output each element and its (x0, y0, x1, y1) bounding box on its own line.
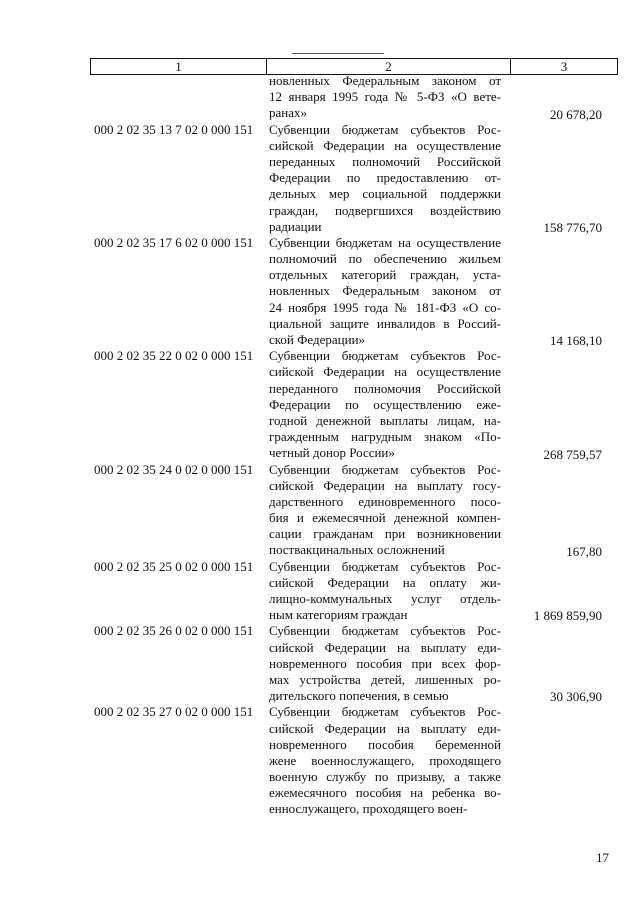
row-description (269, 704, 501, 817)
description-line: бия и ежемесячной денежной компен- (269, 510, 501, 526)
row-code: 000 2 02 35 25 0 02 0 000 151 (94, 558, 254, 574)
row-code: 000 2 02 35 26 0 02 0 000 151 (94, 623, 254, 639)
row-code: 000 2 02 35 24 0 02 0 000 151 (94, 461, 254, 477)
description-line: переданных полномочий Российской (269, 153, 501, 169)
description-line: Федерации по предоставлению от- (269, 170, 501, 186)
description-line: ской Федерации» (269, 332, 366, 347)
description-line: дельных мер социальной поддержки (269, 186, 501, 202)
table-row (0, 623, 640, 704)
description-line: еннослужащего, проходящего воен- (269, 801, 468, 817)
header-col-3: 3 (560, 59, 568, 74)
table-row (0, 462, 640, 559)
description-line: новленных Федеральным законом от (269, 73, 501, 88)
description-line: годной денежной выплаты лицам, на- (269, 412, 501, 428)
row-amount: 167,80 (566, 543, 602, 559)
description-line: 12 января 1995 года № 5-ФЗ «О вете- (269, 89, 501, 105)
row-code: 000 2 02 35 17 6 02 0 000 151 (94, 234, 254, 250)
description-line: ным категориям граждан (269, 607, 408, 623)
table-row (0, 235, 640, 348)
description-line: Субвенции бюджетам субъектов Рос- (269, 704, 501, 720)
description-line: Субвенции бюджетам субъектов Рос- (269, 558, 501, 574)
description-line: военную службу по призыву, а также (269, 769, 501, 785)
row-description (269, 559, 501, 624)
description-line: мах устройства детей, лишенных ро- (269, 671, 501, 687)
row-description (269, 122, 501, 235)
row-amount: 20 678,20 (550, 106, 602, 122)
description-line: ежемесячного пособия на ребенка во- (269, 785, 501, 801)
description-line: Субвенции бюджетам субъектов Рос- (269, 461, 501, 477)
description-line: сийской Федерации на выплату еди- (269, 639, 501, 655)
table-row (0, 559, 640, 624)
row-description (269, 623, 501, 704)
row-amount: 30 306,90 (550, 689, 602, 705)
table-row (0, 122, 640, 235)
row-code: 000 2 02 35 22 0 02 0 000 151 (94, 348, 254, 364)
row-description (269, 235, 501, 348)
description-line: Федерации по осуществлению еже- (269, 396, 501, 412)
description-line: новленных Федеральным законом от (269, 283, 501, 299)
table-row (0, 704, 640, 817)
description-line: четный донор России» (269, 445, 395, 461)
description-line: сийской Федерации на осуществление (269, 364, 501, 380)
description-line: новременного пособия беременной (269, 736, 501, 752)
table-body (0, 73, 640, 818)
description-line: циальной защите инвалидов в Россий- (269, 315, 501, 331)
header-col-2: 2 (267, 59, 511, 74)
description-line: Субвенции бюджетам субъектов Рос- (269, 623, 501, 639)
description-line: поствакцинальных осложнений (269, 542, 445, 558)
description-line: сации гражданам при возникновении (269, 526, 501, 542)
description-line: жене военнослужащего, проходящего (269, 752, 501, 768)
row-code: 000 2 02 35 13 7 02 0 000 151 (94, 121, 254, 137)
description-line: радиации (269, 218, 322, 234)
row-amount: 158 776,70 (543, 219, 602, 235)
row-description (269, 348, 501, 461)
description-line: сийской Федерации на оплату жи- (269, 574, 501, 590)
description-line: 24 ноября 1995 года № 181-ФЗ «О со- (269, 299, 501, 315)
description-line: отдельных категорий граждан, уста- (269, 267, 501, 283)
table-row (0, 348, 640, 461)
description-line: сийской Федерации на выплату еди- (269, 720, 501, 736)
description-line: Субвенции бюджетам на осуществление (269, 234, 501, 250)
description-line: дительского попечения, в семью (269, 688, 449, 704)
top-rule (292, 53, 384, 54)
description-line: новременного пособия при всех фор- (269, 655, 501, 671)
row-amount: 14 168,10 (550, 333, 602, 349)
description-line: Субвенции бюджетам субъектов Рос- (269, 121, 501, 137)
description-line: лищно-коммунальных услуг отдель- (269, 591, 501, 606)
page-number: 17 (596, 850, 609, 865)
row-description (269, 462, 501, 559)
description-line: граждан, подвергшихся воздействию (269, 202, 501, 218)
row-description (269, 73, 501, 122)
description-line: полномочий по обеспечению жильем (269, 251, 501, 267)
description-line: переданного полномочия Российской (269, 380, 501, 396)
description-line: ранах» (269, 105, 307, 121)
description-line: сийской Федерации на осуществление (269, 137, 501, 153)
description-line: гражденным нагрудным знаком «По- (269, 429, 501, 445)
row-amount: 268 759,57 (543, 446, 602, 462)
row-amount: 1 869 859,90 (533, 608, 602, 624)
description-line: Субвенции бюджетам субъектов Рос- (269, 348, 501, 364)
row-code: 000 2 02 35 27 0 02 0 000 151 (94, 704, 254, 720)
description-line: дарственного единовременного посо- (269, 493, 501, 509)
header-col-1: 1 (91, 59, 267, 74)
table-row (0, 73, 640, 122)
description-line: сийской Федерации на выплату госу- (269, 477, 501, 493)
